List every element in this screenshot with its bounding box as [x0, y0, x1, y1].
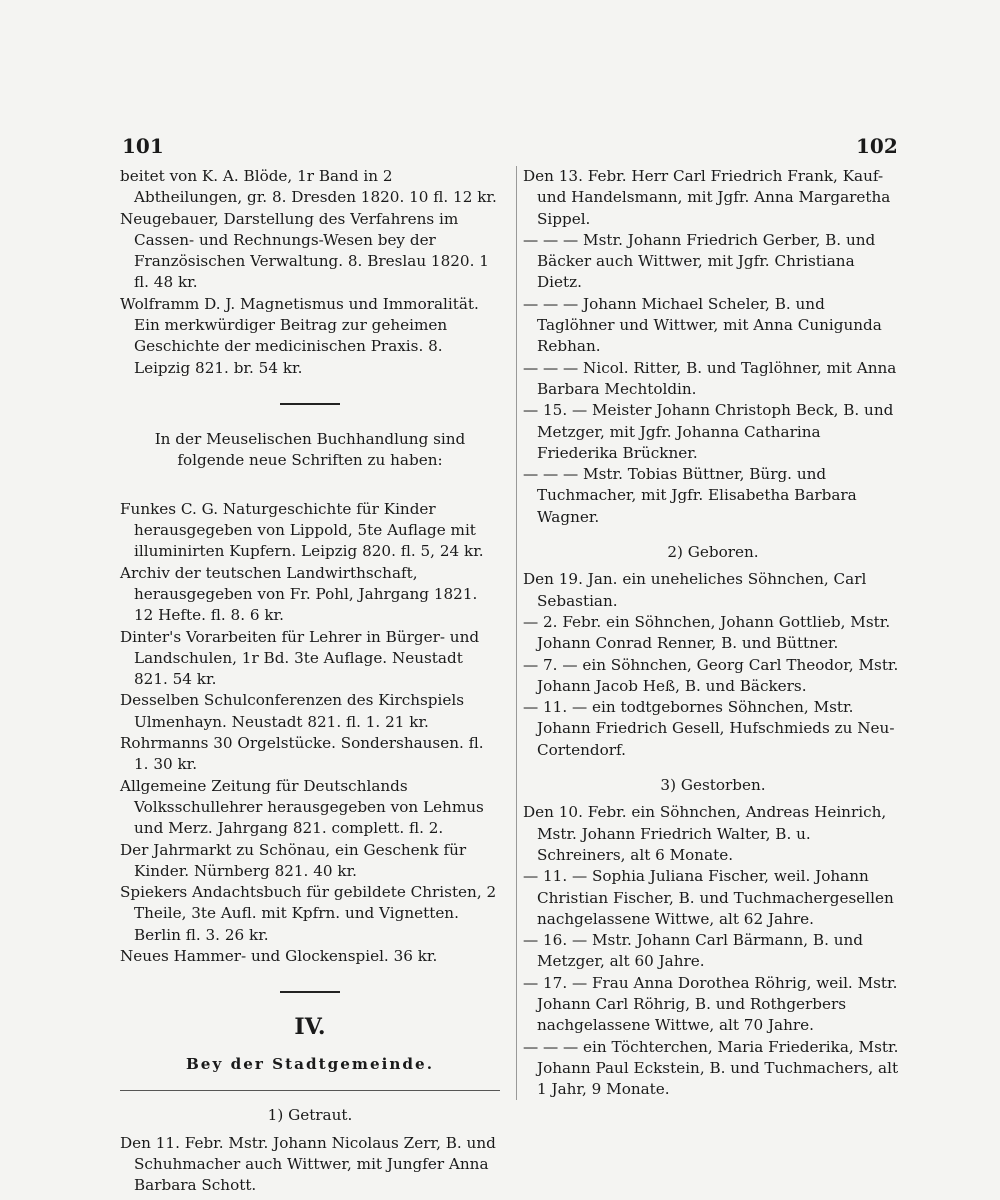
book-entry: Neues Hammer- und Glockenspiel. 36 kr. [120, 946, 438, 965]
bookshop-heading: In der Meuselischen Buchhandlung sind folgende neue Schriften zu haben: [154, 429, 466, 470]
book-entry: Allgemeine Zeitung für Deutschlands Volksschullehrer herausgegeben von Lehmus und Merz. Jahrgang 821. complett. fl. 2. [120, 776, 484, 838]
section-numeral: IV. [294, 1014, 326, 1041]
right-column [516, 166, 903, 1100]
register-entry: — 15. — Meister Johann Christoph Beck, B. und Metzger, mit Jgfr. Johanna Catharina Friederika Brückner. [523, 401, 894, 462]
page-number-right: 102 [856, 134, 898, 158]
book-entry: Archiv der teutschen Landwirthschaft, herausgegeben von Fr. Pohl, Jahrgang 1821. 12 Hefte. fl. 8. 6 kr. [120, 563, 478, 625]
register-entry: — — — ein Töchterchen, Maria Friederika, Mstr. Johann Paul Eckstein, B. und Tuchmachers, alt 1 Jahr, 9 Monate. [523, 1037, 899, 1099]
book-entry: Dinter's Vorarbeiten für Lehrer in Bürger- und Landschulen, 1r Bd. 3te Auflage. Neustadt 821. 54 kr. [120, 627, 480, 689]
book-entry: Funkes C. G. Naturgeschichte für Kinder herausgegeben von Lippold, 5te Auflage mit illuminirten Kupfern. Leipzig 820. fl. 5, 24 kr. [120, 499, 484, 561]
register-entry: — 11. — ein todtgebornes Söhnchen, Mstr. Johann Friedrich Gesell, Hufschmieds zu Neu-Cortendorf. [523, 698, 895, 759]
book-entry: beitet von K. A. Blöde, 1r Band in 2 Abtheilungen, gr. 8. Dresden 1820. 10 fl. 12 kr. [120, 167, 497, 207]
book-entry: Neugebauer, Darstellung des Verfahrens im Cassen- und Rechnungs-Wesen bey der Französischen Verwaltung. 8. Breslau 1820. 1 fl. 48 kr. [120, 209, 489, 292]
separator-rule [280, 403, 340, 405]
book-entry: Wolframm D. J. Magnetismus und Immoralität. Ein merkwürdiger Beitrag zur geheimen Geschichte der medicinischen Praxis. 8. Leipzig 821. br. 54 kr. [120, 294, 479, 377]
section-heading-born: 2) Geboren. [667, 543, 759, 562]
section-heading-married: 1) Getraut. [267, 1106, 353, 1125]
book-entry: Rohrmanns 30 Orgelstücke. Sondershausen. fl. 1. 30 kr. [120, 734, 484, 774]
register-entry: — 16. — Mstr. Johann Carl Bärmann, B. und Metzger, alt 60 Jahre. [523, 931, 864, 971]
register-entry: — 17. — Frau Anna Dorothea Röhrig, weil. Mstr. Johann Carl Röhrig, B. und Rothgerbers nachgelassene Wittwe, alt 70 Jahre. [523, 973, 898, 1035]
page-number-left: 101 [122, 134, 164, 158]
register-entry: — 2. Febr. ein Söhnchen, Johann Gottlieb, Mstr. Johann Conrad Renner, B. und Büttner. [523, 612, 891, 653]
register-entry: — — — Mstr. Tobias Büttner, Bürg. und Tuchmacher, mit Jgfr. Elisabetha Barbara Wagner. [523, 465, 857, 526]
community-heading: Bey der Stadtgemeinde. [185, 1054, 435, 1073]
register-entry: Den 11. Febr. Mstr. Johann Nicolaus Zerr, B. und Schuhmacher auch Wittwer, mit Jungfer Anna Barbara Schott. [120, 1133, 496, 1195]
register-entry: Den 13. Febr. Herr Carl Friedrich Frank, Kauf- und Handelsmann, mit Jgfr. Anna Margaretha Sippel. [523, 167, 891, 228]
heading-rule [120, 1090, 500, 1091]
register-entry: — — — Johann Michael Scheler, B. und Taglöhner und Wittwer, mit Anna Cunigunda Rebhan. [523, 294, 882, 356]
separator-rule [280, 991, 340, 993]
register-entry: — — — Mstr. Johann Friedrich Gerber, B. und Bäcker auch Wittwer, mit Jgfr. Christiana Dietz. [523, 230, 876, 292]
register-entry: — 11. — Sophia Juliana Fischer, weil. Johann Christian Fischer, B. und Tuchmachergesellen nachgelassene Wittwe, alt 62 Jahre. [523, 867, 894, 928]
book-entry: Der Jahrmarkt zu Schönau, ein Geschenk für Kinder. Nürnberg 821. 40 kr. [120, 840, 467, 880]
book-entry: Desselben Schulconferenzen des Kirchspiels Ulmenhayn. Neustadt 821. fl. 1. 21 kr. [120, 691, 465, 731]
book-entry: Spiekers Andachtsbuch für gebildete Christen, 2 Theile, 3te Aufl. mit Kpfrn. und Vignetten. Berlin fl. 3. 26 kr. [120, 883, 497, 944]
register-entry: — — — Nicol. Ritter, B. und Taglöhner, mit Anna Barbara Mechtoldin. [523, 358, 897, 398]
left-column [120, 166, 500, 1196]
register-entry: — 7. — ein Söhnchen, Georg Carl Theodor, Mstr. Johann Jacob Heß, B. und Bäckers. [523, 655, 899, 695]
register-entry: Den 10. Febr. ein Söhnchen, Andreas Heinrich, Mstr. Johann Friedrich Walter, B. u. Schreiners, alt 6 Monate. [523, 803, 887, 864]
register-entry: Den 19. Jan. ein uneheliches Söhnchen, Carl Sebastian. [523, 570, 867, 610]
section-heading-died: 3) Gestorben. [660, 776, 766, 795]
